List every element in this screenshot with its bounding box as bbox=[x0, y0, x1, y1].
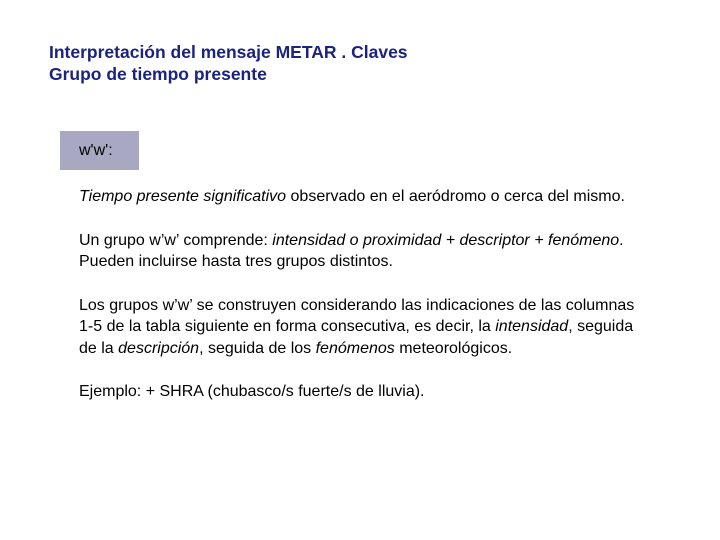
title-line-2: Grupo de tiempo presente bbox=[49, 64, 267, 84]
construction-text-a: Los grupos w’w’ se construyen considerando las indicaciones de las columnas 1-5 de la tabla siguiente en forma consecutiva, es decir, la bbox=[79, 296, 635, 335]
construction-intensity: intensidad bbox=[495, 318, 569, 335]
composition-formula: intensidad o proximidad + descriptor + fenómeno bbox=[272, 231, 620, 249]
title-line-1: Interpretación del mensaje METAR . Claves bbox=[49, 42, 408, 62]
definition-text: observado en el aeródromo o cerca del mismo. bbox=[286, 188, 625, 205]
paragraph-construction bbox=[79, 295, 649, 360]
paragraph-composition bbox=[79, 230, 649, 273]
paragraph-definition bbox=[79, 186, 649, 208]
composition-rest: . Pueden incluirse hasta tres grupos distintos. bbox=[79, 231, 624, 270]
code-label-box bbox=[60, 131, 139, 170]
paragraph-example: Ejemplo: + SHRA (chubasco/s fuerte/s de lluvia). bbox=[79, 383, 425, 400]
definition-term: Tiempo presente significativo bbox=[79, 188, 287, 205]
construction-text-g: meteorológicos. bbox=[394, 339, 513, 357]
description-body bbox=[79, 186, 649, 425]
construction-text-c: , seguida de la bbox=[79, 318, 634, 357]
composition-intro: Un grupo w’w’ comprende: bbox=[79, 231, 273, 249]
construction-description: descripción bbox=[118, 339, 200, 357]
page-title bbox=[49, 41, 408, 85]
code-label: w'w': bbox=[79, 142, 113, 159]
construction-phenomena: fenómenos bbox=[315, 339, 395, 357]
construction-text-e: , seguida de los bbox=[199, 339, 316, 357]
